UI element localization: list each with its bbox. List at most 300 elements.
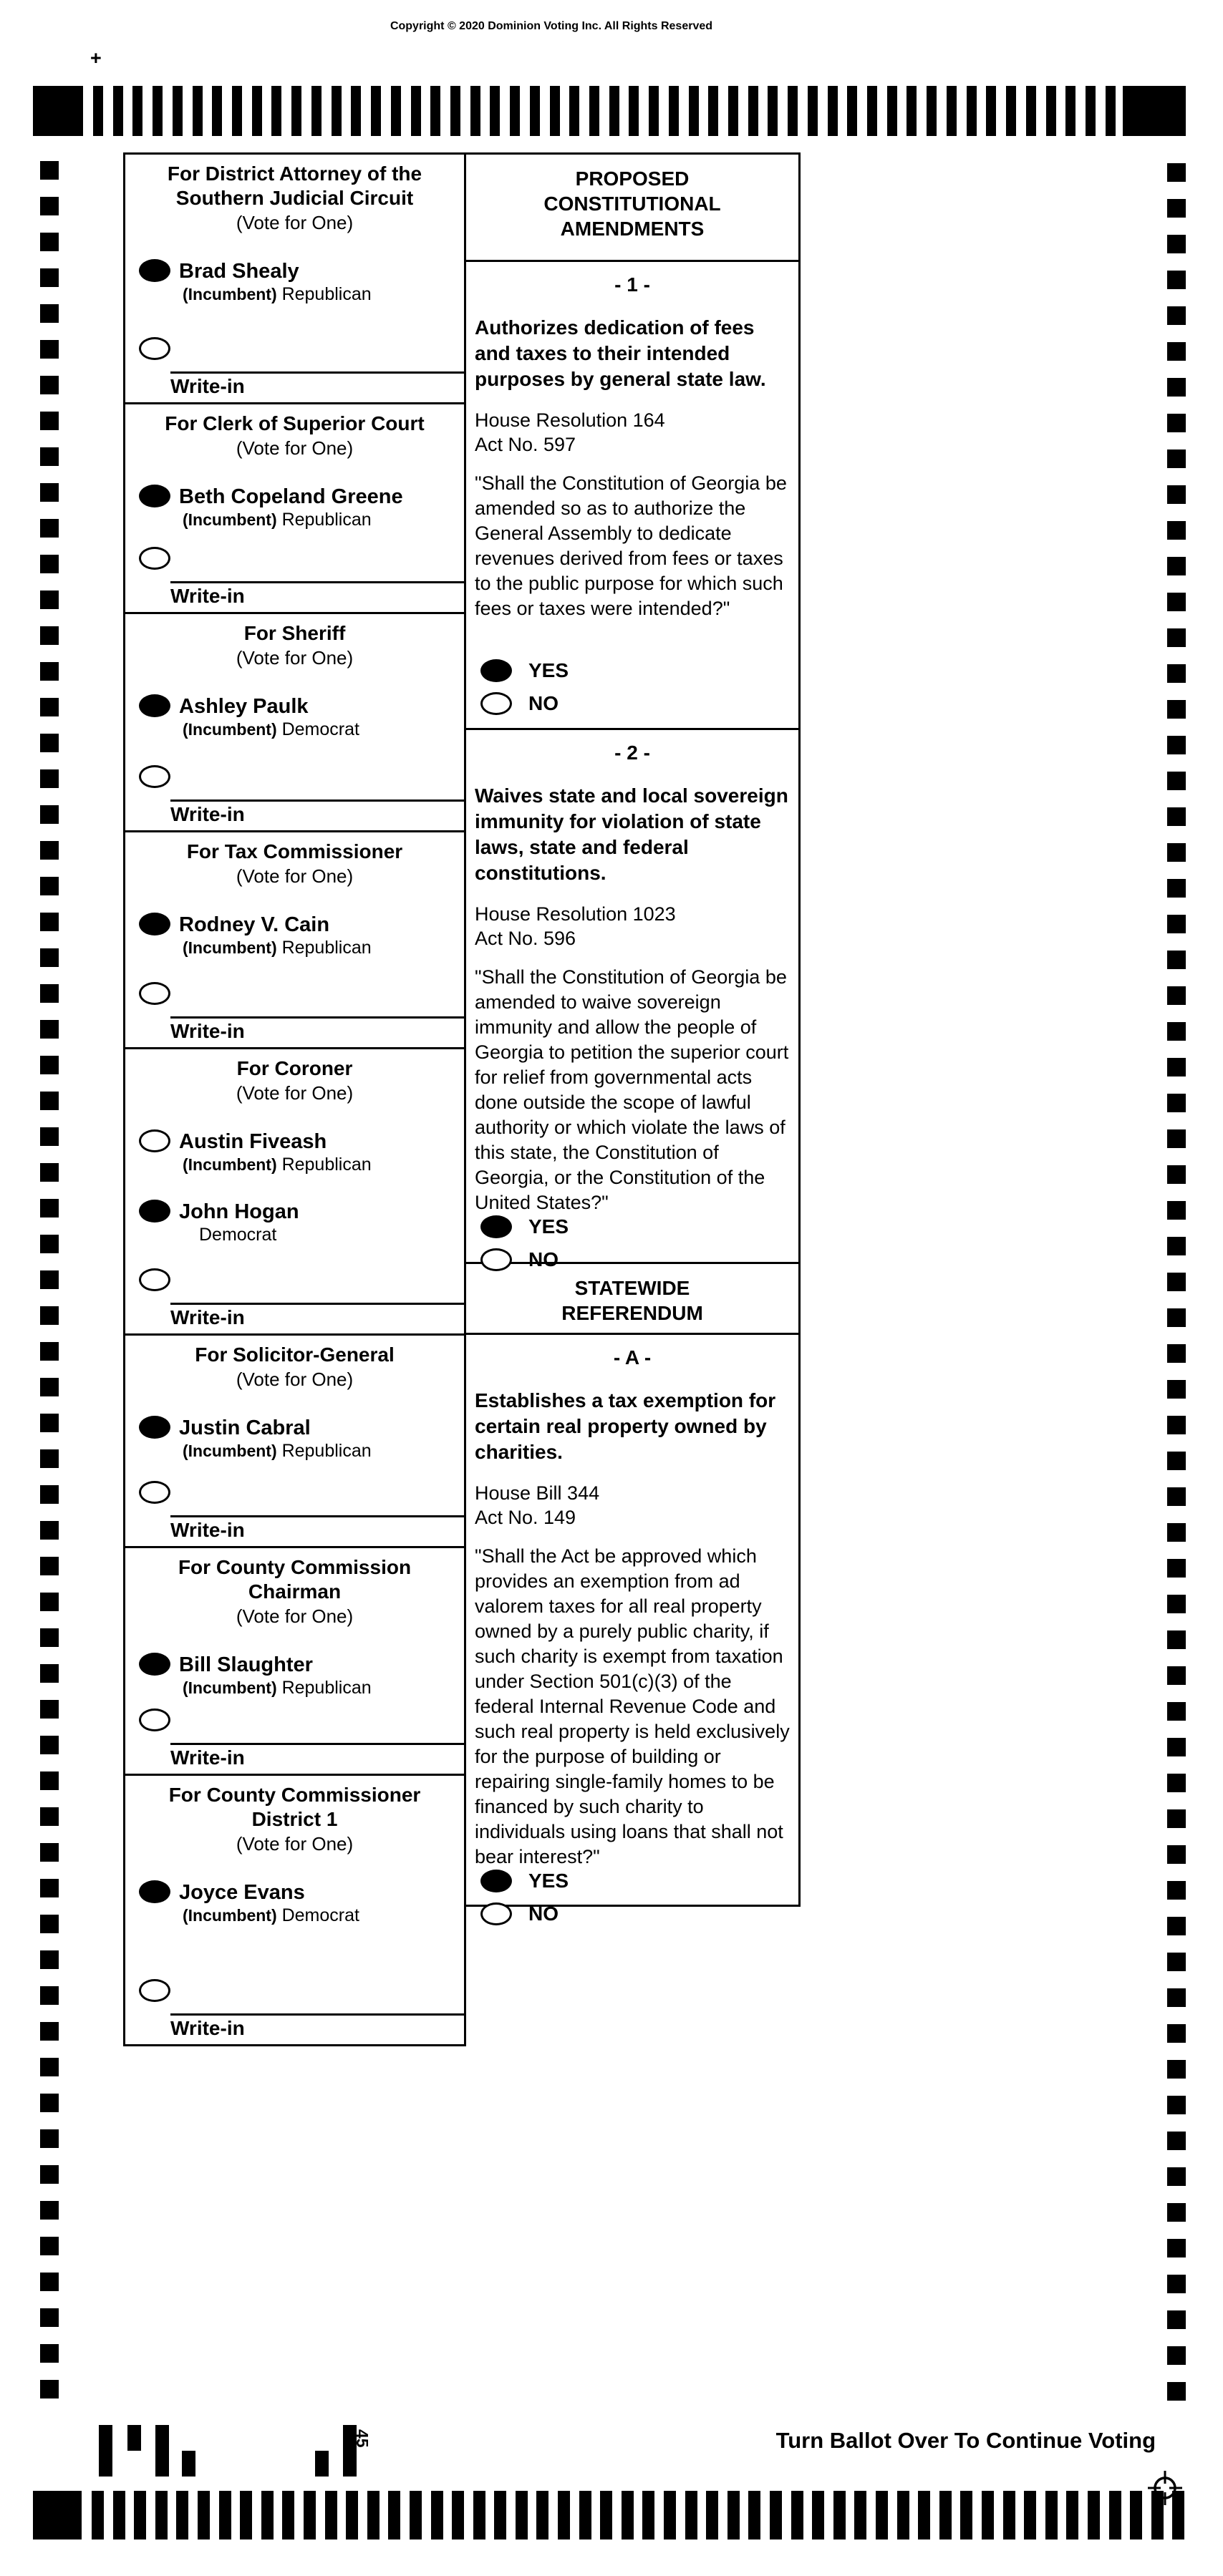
candidate-row (125, 1129, 464, 1175)
contest-section (125, 832, 464, 1049)
timing-band-bottom (92, 2491, 1185, 2539)
timing-mark (40, 483, 59, 502)
timing-mark (689, 86, 699, 136)
timing-mark (40, 1378, 59, 1396)
yes-oval[interactable] (480, 1870, 512, 1892)
timing-mark (1167, 2167, 1186, 2186)
measure-legal-line: Act No. 596 (475, 928, 576, 949)
contest-header (125, 1049, 464, 1105)
timing-mark (40, 1843, 59, 1862)
candidate-party-line (179, 1905, 359, 1926)
vote-oval[interactable] (139, 694, 170, 717)
contest-section (125, 1548, 464, 1776)
timing-mark (240, 2491, 252, 2539)
timing-mark (470, 86, 480, 136)
vote-oval[interactable] (139, 1129, 170, 1152)
write-in-oval[interactable] (139, 337, 170, 360)
contest-title: Chairman (248, 1580, 342, 1603)
timing-mark (1167, 915, 1186, 933)
vote-oval[interactable] (139, 1880, 170, 1903)
incumbent-label: (Incumbent) (183, 510, 277, 529)
timing-mark (1130, 2491, 1142, 2539)
timing-mark (1167, 1165, 1186, 1184)
contest-header (125, 1336, 464, 1391)
timing-mark (40, 2380, 59, 2398)
timing-mark (371, 86, 381, 136)
write-in-line[interactable] (170, 581, 464, 583)
candidate-row (125, 1653, 464, 1698)
measure-option-row (480, 1870, 798, 1892)
timing-mark (40, 1521, 59, 1540)
timing-mark (40, 412, 59, 430)
timing-mark (579, 2491, 591, 2539)
timing-mark (40, 1736, 59, 1754)
timing-mark (40, 1879, 59, 1897)
timing-mark (649, 86, 659, 136)
measures-header-line: STATEWIDE (574, 1277, 690, 1299)
write-in-oval[interactable] (139, 982, 170, 1005)
contest-title: For Clerk of Superior Court (165, 412, 425, 434)
no-oval[interactable] (480, 692, 512, 715)
timing-column-right (1167, 163, 1186, 2401)
timing-mark (1167, 1452, 1186, 1470)
timing-mark (325, 2491, 337, 2539)
candidate-row (125, 1200, 464, 1245)
vote-for-one-label: (Vote for One) (236, 1369, 354, 1390)
timing-mark (1167, 1559, 1186, 1578)
timing-mark (1167, 2239, 1186, 2257)
write-in-oval[interactable] (139, 547, 170, 570)
timing-mark (430, 86, 440, 136)
timing-mark (510, 86, 520, 136)
write-in-area (125, 1979, 464, 2044)
party-label: Republican (281, 938, 372, 958)
timing-mark (1167, 1702, 1186, 1721)
write-in-line[interactable] (170, 799, 464, 802)
contest-section (125, 1776, 464, 2044)
write-in-oval[interactable] (139, 1481, 170, 1504)
contest-title: For Coroner (236, 1057, 353, 1079)
write-in-line[interactable] (170, 1016, 464, 1019)
candidate-name: Rodney V. Cain (179, 913, 330, 936)
timing-mark (1167, 1630, 1186, 1649)
timing-mark (304, 2491, 316, 2539)
timing-mark (40, 1700, 59, 1719)
timing-mark (40, 2129, 59, 2148)
stub-barcode-bar (155, 2425, 169, 2477)
write-in-label: Write-in (170, 375, 245, 397)
timing-column-left (40, 161, 59, 2398)
measure-legal-line: House Resolution 1023 (475, 903, 676, 925)
timing-mark (1167, 521, 1186, 540)
candidate-name: Justin Cabral (179, 1416, 311, 1439)
timing-mark (622, 2491, 634, 2539)
timing-mark (1167, 1416, 1186, 1434)
turn-ballot-text: Turn Ballot Over To Continue Voting (775, 2428, 1156, 2453)
candidate-name: Beth Copeland Greene (179, 485, 403, 508)
candidate-party-line (179, 509, 403, 530)
registration-plus-mark: + (90, 47, 102, 69)
measure-options (466, 659, 798, 728)
timing-mark (1167, 843, 1186, 862)
measure-legal (475, 408, 791, 457)
write-in-oval[interactable] (139, 1268, 170, 1291)
timing-mark (748, 86, 758, 136)
measures-box (464, 152, 801, 1925)
timing-mark (40, 519, 59, 538)
timing-mark (808, 86, 818, 136)
timing-mark (40, 2308, 59, 2327)
write-in-area (125, 547, 464, 612)
vote-oval[interactable] (139, 913, 170, 935)
timing-mark (907, 86, 917, 136)
write-in-oval[interactable] (139, 1709, 170, 1731)
timing-mark (609, 86, 619, 136)
contest-section (125, 1049, 464, 1336)
measures-header-line: AMENDMENTS (560, 218, 705, 240)
timing-mark (847, 86, 857, 136)
write-in-oval[interactable] (139, 765, 170, 788)
timing-mark (1167, 1094, 1186, 1112)
vote-for-one-label: (Vote for One) (236, 437, 354, 459)
timing-mark (1151, 2491, 1164, 2539)
write-in-area (125, 1481, 464, 1546)
timing-mark (788, 86, 798, 136)
candidate-row (125, 259, 464, 305)
timing-mark (113, 86, 123, 136)
timing-mark (1167, 1953, 1186, 1971)
incumbent-label: (Incumbent) (183, 1442, 277, 1460)
write-in-line[interactable] (170, 371, 464, 374)
timing-mark (40, 626, 59, 645)
timing-mark (40, 1127, 59, 1146)
contest-header (125, 155, 464, 235)
timing-mark (1167, 1201, 1186, 1220)
timing-mark (367, 2491, 380, 2539)
party-label: Republican (281, 1155, 372, 1175)
candidate-row (125, 913, 464, 958)
timing-mark (311, 86, 322, 136)
contest-section (125, 404, 464, 614)
timing-mark (1106, 86, 1116, 136)
vote-oval[interactable] (139, 1200, 170, 1223)
incumbent-label: (Incumbent) (183, 285, 277, 303)
vote-oval[interactable] (139, 1653, 170, 1676)
timing-mark (40, 1199, 59, 1217)
write-in-label: Write-in (170, 1746, 245, 1769)
timing-mark (1167, 700, 1186, 719)
timing-mark (40, 1915, 59, 1933)
timing-mark (40, 1950, 59, 1969)
timing-mark (212, 86, 222, 136)
timing-mark (642, 2491, 654, 2539)
write-in-area (125, 982, 464, 1047)
measure-question: "Shall the Act be approved which provides an exemption from ad valorem taxes for all real property owned by a purely public charity, if such charity is exempt from taxation under Section 501(c)(3) of the federal Internal Revenue Code and such real property is held exclusively for the purpose of building or repairing single-family homes to be financed by such charity to individuals using loans that shall not bear interest?" (475, 1545, 790, 1867)
timing-mark (927, 86, 937, 136)
timing-mark (40, 2273, 59, 2291)
candidate-info (179, 1200, 299, 1245)
party-label: Republican (281, 1678, 372, 1698)
timing-mark (1065, 86, 1075, 136)
timing-mark (1167, 1308, 1186, 1327)
timing-mark (155, 2491, 168, 2539)
timing-mark (1167, 557, 1186, 575)
timing-mark (1086, 86, 1096, 136)
contest-header (125, 832, 464, 888)
candidate-name: Joyce Evans (179, 1881, 305, 1904)
timing-mark (664, 2491, 676, 2539)
timing-mark (132, 86, 142, 136)
timing-mark (1167, 1523, 1186, 1542)
timing-mark (1167, 1022, 1186, 1041)
contest-header (125, 1548, 464, 1628)
candidate-info (179, 1880, 359, 1926)
candidate-info (179, 485, 403, 530)
timing-mark (332, 86, 342, 136)
write-in-line[interactable] (170, 1515, 464, 1517)
contest-header (125, 614, 464, 670)
measure-option-row (480, 1215, 798, 1238)
yes-oval[interactable] (480, 659, 512, 682)
candidate-info (179, 1416, 372, 1462)
timing-mark (346, 2491, 358, 2539)
measure-summary: Waives state and local sovereign immunity for violation of state laws, state and federal constitutions. (475, 784, 788, 884)
measure-option-row (480, 659, 798, 682)
timing-mark (40, 1593, 59, 1611)
timing-mark (1167, 1774, 1186, 1792)
copyright-text: Copyright © 2020 Dominion Voting Inc. All Rights Reserved (390, 20, 713, 32)
party-label: Republican (281, 510, 372, 530)
timing-mark (812, 2491, 824, 2539)
timing-mark (40, 1628, 59, 1647)
contest-title: Southern Judicial Circuit (175, 187, 414, 209)
timing-mark (1024, 2491, 1036, 2539)
timing-mark (1167, 378, 1186, 397)
timing-mark (530, 86, 540, 136)
timing-mark (40, 2201, 59, 2220)
measure-number: - 1 - (614, 273, 650, 296)
timing-mark (198, 2491, 210, 2539)
corner-block-bottom-left (33, 2491, 82, 2539)
measure-question: "Shall the Constitution of Georgia be amended so as to authorize the General Assembly to dedicate revenues derived from fees or taxes to the public purpose for which such fees or taxes were intended?" (475, 472, 787, 619)
timing-mark (40, 2022, 59, 2041)
timing-mark (708, 86, 718, 136)
timing-mark (1167, 2382, 1186, 2401)
stub-barcode-bar (182, 2451, 195, 2477)
candidate-name: Austin Fiveash (179, 1130, 327, 1153)
timing-mark (1167, 1988, 1186, 2007)
timing-mark (1167, 1809, 1186, 1828)
timing-mark (40, 304, 59, 323)
timing-mark (1167, 1666, 1186, 1685)
measure-legal-line: House Resolution 164 (475, 409, 665, 431)
timing-mark (40, 1414, 59, 1432)
candidate-row (125, 694, 464, 740)
option-label: NO (528, 1248, 559, 1270)
timing-mark (1167, 485, 1186, 504)
incumbent-label: (Incumbent) (183, 720, 277, 739)
party-label: Democrat (281, 719, 359, 739)
timing-mark (176, 2491, 188, 2539)
timing-mark (1167, 2310, 1186, 2329)
timing-mark (600, 2491, 612, 2539)
contest-title: For County Commissioner (168, 1784, 421, 1806)
vote-oval[interactable] (139, 259, 170, 282)
timing-mark (40, 1270, 59, 1289)
timing-mark (431, 2491, 443, 2539)
timing-mark (685, 2491, 697, 2539)
timing-mark (40, 1771, 59, 1790)
timing-mark (494, 2491, 506, 2539)
timing-mark (40, 877, 59, 895)
timing-mark (193, 86, 203, 136)
timing-mark (173, 86, 183, 136)
timing-mark (40, 984, 59, 1003)
timing-mark (1088, 2491, 1100, 2539)
timing-mark (40, 1485, 59, 1504)
timing-mark (1167, 1881, 1186, 1900)
measure-number: - 2 - (614, 742, 650, 764)
measure-section (466, 1335, 798, 1925)
timing-mark (550, 86, 560, 136)
timing-mark (516, 2491, 528, 2539)
contest-section (125, 614, 464, 832)
contest-header (125, 404, 464, 460)
timing-mark (939, 2491, 952, 2539)
timing-mark (40, 2094, 59, 2112)
stub-barcode-bar (99, 2425, 112, 2477)
timing-mark (867, 86, 877, 136)
timing-mark (1167, 2203, 1186, 2222)
timing-mark (1167, 1845, 1186, 1864)
timing-mark (450, 86, 460, 136)
timing-mark (791, 2491, 803, 2539)
write-in-label: Write-in (170, 1020, 245, 1042)
measure-legal-line: Act No. 597 (475, 434, 576, 455)
timing-mark (92, 2491, 104, 2539)
timing-mark (153, 86, 163, 136)
no-oval[interactable] (480, 1902, 512, 1925)
timing-mark (388, 2491, 400, 2539)
write-in-line[interactable] (170, 1303, 464, 1305)
timing-mark (113, 2491, 125, 2539)
candidate-row (125, 1416, 464, 1462)
timing-mark (1167, 1487, 1186, 1506)
timing-mark (828, 86, 838, 136)
timing-mark (1167, 2096, 1186, 2114)
timing-mark (706, 2491, 718, 2539)
timing-mark (536, 2491, 548, 2539)
vote-for-one-label: (Vote for One) (236, 1833, 354, 1855)
timing-mark (1167, 1237, 1186, 1255)
timing-mark (40, 1056, 59, 1074)
timing-mark (40, 1449, 59, 1468)
candidate-name: Bill Slaughter (179, 1653, 313, 1676)
timing-mark (40, 1807, 59, 1826)
vote-for-one-label: (Vote for One) (236, 647, 354, 669)
timing-mark (1167, 1595, 1186, 1613)
timing-mark (40, 1342, 59, 1361)
measures-header-line: PROPOSED (575, 167, 690, 190)
candidate-party-line (179, 719, 359, 740)
vote-oval[interactable] (139, 1416, 170, 1439)
timing-mark (854, 2491, 866, 2539)
yes-oval[interactable] (480, 1215, 512, 1238)
timing-mark (1167, 628, 1186, 647)
contest-title: For County Commission (178, 1556, 412, 1578)
write-in-oval[interactable] (139, 1979, 170, 2002)
timing-mark (1045, 2491, 1058, 2539)
timing-mark (40, 376, 59, 394)
timing-mark (40, 233, 59, 251)
timing-mark (1006, 86, 1016, 136)
timing-mark (1167, 449, 1186, 468)
candidate-info (179, 1653, 372, 1698)
candidate-party-line (179, 283, 372, 305)
timing-mark (1172, 2491, 1184, 2539)
timing-mark (40, 1092, 59, 1110)
timing-mark (833, 2491, 846, 2539)
timing-mark (40, 590, 59, 609)
timing-mark (40, 698, 59, 716)
vote-for-one-label: (Vote for One) (236, 865, 354, 887)
measure-legal-line: Act No. 149 (475, 1507, 576, 1528)
candidate-row (125, 485, 464, 530)
timing-band-top (93, 86, 1116, 136)
option-label: YES (528, 659, 569, 681)
vote-oval[interactable] (139, 485, 170, 507)
timing-mark (982, 2491, 994, 2539)
timing-mark (1167, 986, 1186, 1005)
timing-mark (1167, 1344, 1186, 1363)
timing-mark (887, 86, 897, 136)
measure-option-row (480, 692, 798, 715)
measure-legal (475, 902, 791, 951)
party-label: Democrat (281, 1905, 359, 1925)
timing-mark (1167, 235, 1186, 253)
timing-mark (1167, 199, 1186, 218)
option-label: NO (528, 1902, 559, 1925)
timing-mark (1167, 1380, 1186, 1399)
timing-mark (897, 2491, 909, 2539)
timing-mark (40, 1235, 59, 1253)
contest-title: For Solicitor-General (195, 1343, 395, 1366)
measure-legal-line: House Bill 344 (475, 1482, 600, 1504)
timing-mark (768, 86, 778, 136)
measure-options (466, 1870, 798, 1938)
timing-mark (40, 841, 59, 860)
timing-mark (40, 2165, 59, 2184)
contest-title: For District Attorney of the (167, 162, 422, 185)
contests-box (123, 152, 466, 2046)
timing-mark (40, 1986, 59, 2005)
candidate-info (179, 694, 359, 740)
write-in-line[interactable] (170, 2013, 464, 2016)
timing-mark (411, 86, 421, 136)
contest-title: For Sheriff (243, 622, 346, 644)
timing-mark (1109, 2491, 1121, 2539)
candidate-party-line (179, 1677, 372, 1698)
measure-option-row (480, 1902, 798, 1925)
timing-mark (728, 86, 738, 136)
contest-header (125, 1776, 464, 1856)
timing-mark (1167, 1058, 1186, 1076)
write-in-line[interactable] (170, 1743, 464, 1745)
timing-mark (1167, 342, 1186, 361)
timing-mark (629, 86, 639, 136)
timing-mark (40, 913, 59, 931)
timing-mark (40, 268, 59, 287)
